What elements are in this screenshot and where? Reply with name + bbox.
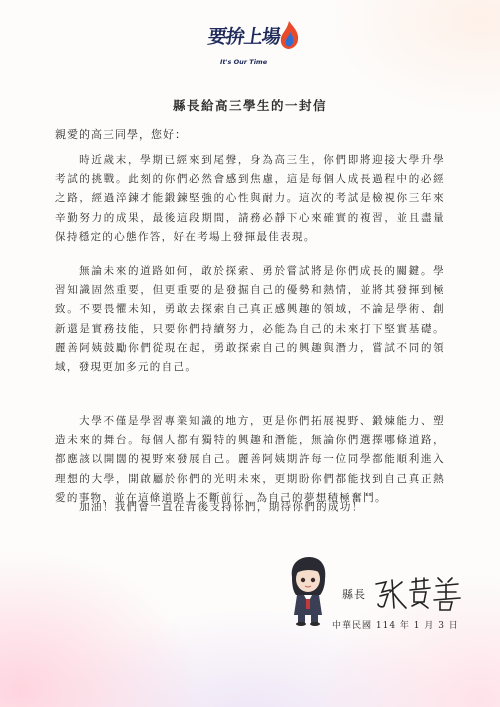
logo-tagline: It's Our Time <box>220 58 268 66</box>
letter-title: 縣長給高三學生的一封信 <box>172 98 327 113</box>
salutation: 親愛的高三同學，您好： <box>55 128 187 141</box>
mascot-illustration <box>284 555 332 627</box>
paragraph-4: 加油！我們會一直在背後支持你們，期待你們的成功！ <box>79 501 364 513</box>
handwritten-signature <box>372 572 467 614</box>
logo <box>208 20 300 72</box>
paragraph-2: 無論未來的道路如何，敢於探索、勇於嘗試將是你們成長的關鍵。學習知識固然重要，但更重要的是發掘自己的優勢和熱情，並將其發揮到極致。不要畏懼未知，勇敢去探索自己真正感興趣的領域，不論是學術、創新還是實務技能，只要你們持續努力，必能為自己的未來打下堅實基礎。麗善阿姨鼓勵你們從現在起，勇敢探索自己的興趣與潛力，嘗試不同的領域，發現更加多元的自己。 <box>55 265 445 374</box>
logo-text: 要拚上場 <box>206 26 282 48</box>
flame-icon <box>278 20 300 50</box>
letter-date: 中華民國 114 年 1 月 3 日 <box>332 621 459 631</box>
paragraph-3: 大學不僅是學習專業知識的地方，更是你們拓展視野、鍛煉能力、塑造未來的舞台。每個人都有獨特的興趣和潛能，無論你們選擇哪條道路，都應該以開闊的視野來發展自己。麗善阿姨期許每一位同學都能順利進入理想的大學，開啟屬於你們的光明未來，更期盼你們都能找到自己真正熱愛的事物，並在這條道路上不斷前行，為自己的夢想積極奮鬥。 <box>55 415 445 504</box>
paragraph-1: 時近歲末，學期已經來到尾聲，身為高三生，你們即將迎接大學升學考試的挑戰。此刻的你們必然會感到焦慮，這是每個人成長過程中的必經之路，經過淬鍊才能鍛鍊堅強的心性與耐力。這次的考試是檢視你三年來辛勤努力的成果，最後這段期間，請務必靜下心來確實的複習，並且盡量保持穩定的心態作答，好在考場上發揮最佳表現。 <box>55 154 445 243</box>
signature-title: 縣長 <box>342 588 366 601</box>
